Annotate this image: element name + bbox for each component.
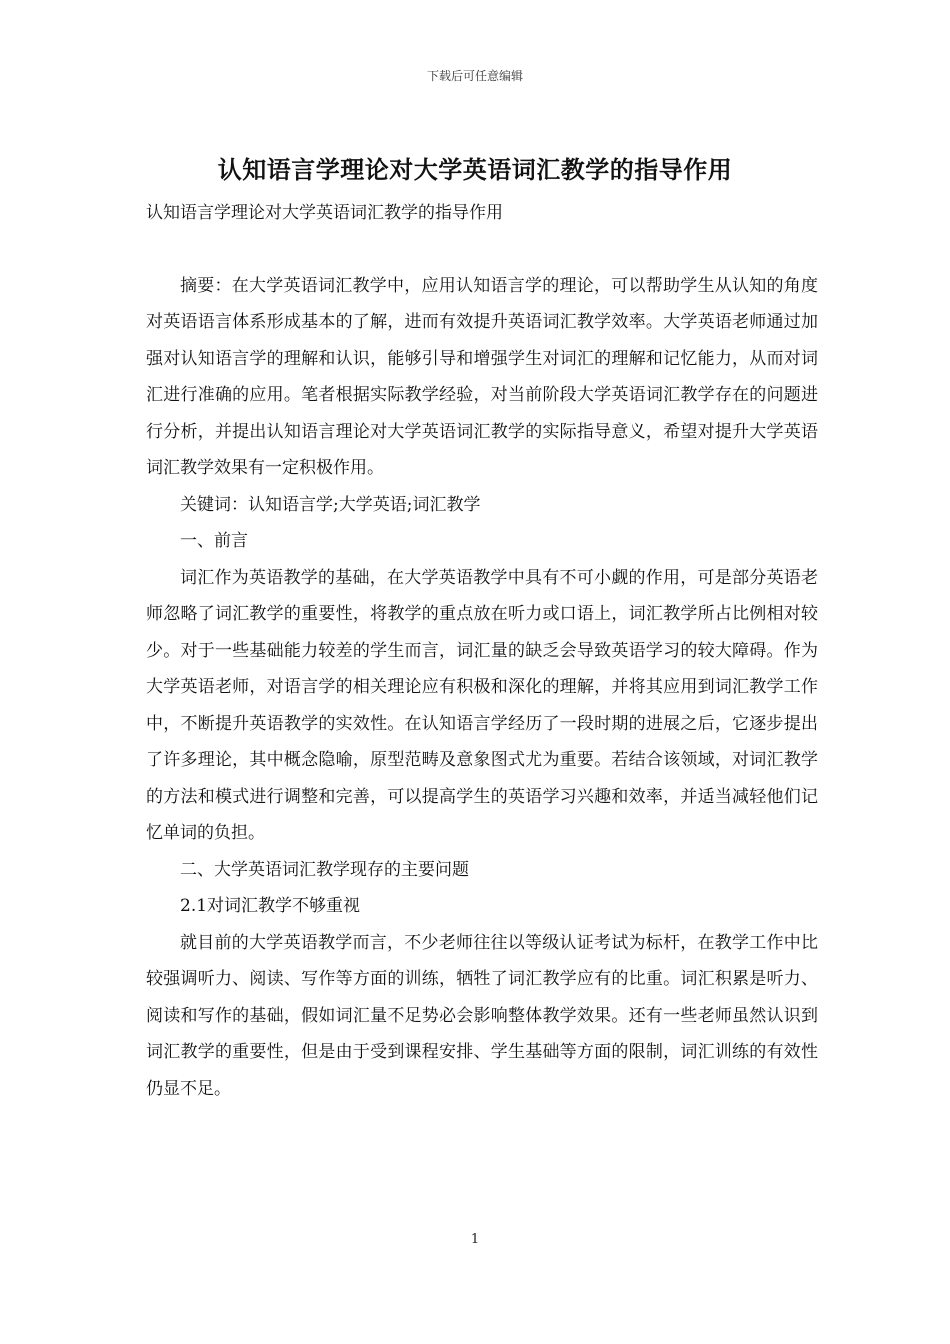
page-header: 下载后可任意编辑 <box>426 69 523 83</box>
section-heading-1: 一、前言 <box>180 531 248 551</box>
section-1-paragraph: 词汇作为英语教学的基础，在大学英语教学中具有不可小觑的作用，可是部分英语老师忽略了词汇教学的重要性，将教学的重点放在听力或口语上，词汇教学所占比例相对较少。对于一些基础能力较差的学生而言，词汇量的缺乏会导致英语学习的较大障碍。作为大学英语老师，对语言学的相关理论应有积极和深化的理解，并将其应用到词汇教学工作中，不断提升英语教学的实效性。在认知语言学经历了一段时期的进展之后，它逐步提出了许多理论，其中概念隐喻，原型范畴及意象图式尤为重要。若结合该领域，对词汇教学的方法和模式进行调整和完善，可以提高学生的英语学习兴趣和效率，并适当减轻他们记忆单词的负担。 <box>146 567 818 843</box>
document-body <box>146 195 818 1107</box>
abstract-paragraph: 摘要：在大学英语词汇教学中，应用认知语言学的理论，可以帮助学生从认知的角度对英语语言体系形成基本的了解，进而有效提升英语词汇教学效率。大学英语老师通过加强对认知语言学的理解和认识，能够引导和增强学生对词汇的理解和记忆能力，从而对词汇进行准确的应用。笔者根据实际教学经验，对当前阶段大学英语词汇教学存在的问题进行分析，并提出认知语言理论对大学英语词汇教学的实际指导意义，希望对提升大学英语词汇教学效果有一定积极作用。 <box>146 275 818 478</box>
document-subtitle: 认知语言学理论对大学英语词汇教学的指导作用 <box>146 203 503 223</box>
subsection-2-1-paragraph: 就目前的大学英语教学而言，不少老师往往以等级认证考试为标杆，在教学工作中比较强调听力、阅读、写作等方面的训练，牺牲了词汇教学应有的比重。词汇积累是听力、阅读和写作的基础，假如词汇量不足势必会影响整体教学效果。还有一些老师虽然认识到词汇教学的重要性，但是由于受到课程安排、学生基础等方面的限制，词汇训练的有效性仍显不足。 <box>146 932 818 1099</box>
page-number: 1 <box>470 1232 480 1247</box>
section-heading-2: 二、大学英语词汇教学现存的主要问题 <box>180 859 469 880</box>
keywords-line: 关键词：认知语言学;大学英语;词汇教学 <box>180 494 481 515</box>
subsection-heading-2-1: 2.1对词汇教学不够重视 <box>180 896 361 916</box>
document-title: 认知语言学理论对大学英语词汇教学的指导作用 <box>217 156 733 184</box>
